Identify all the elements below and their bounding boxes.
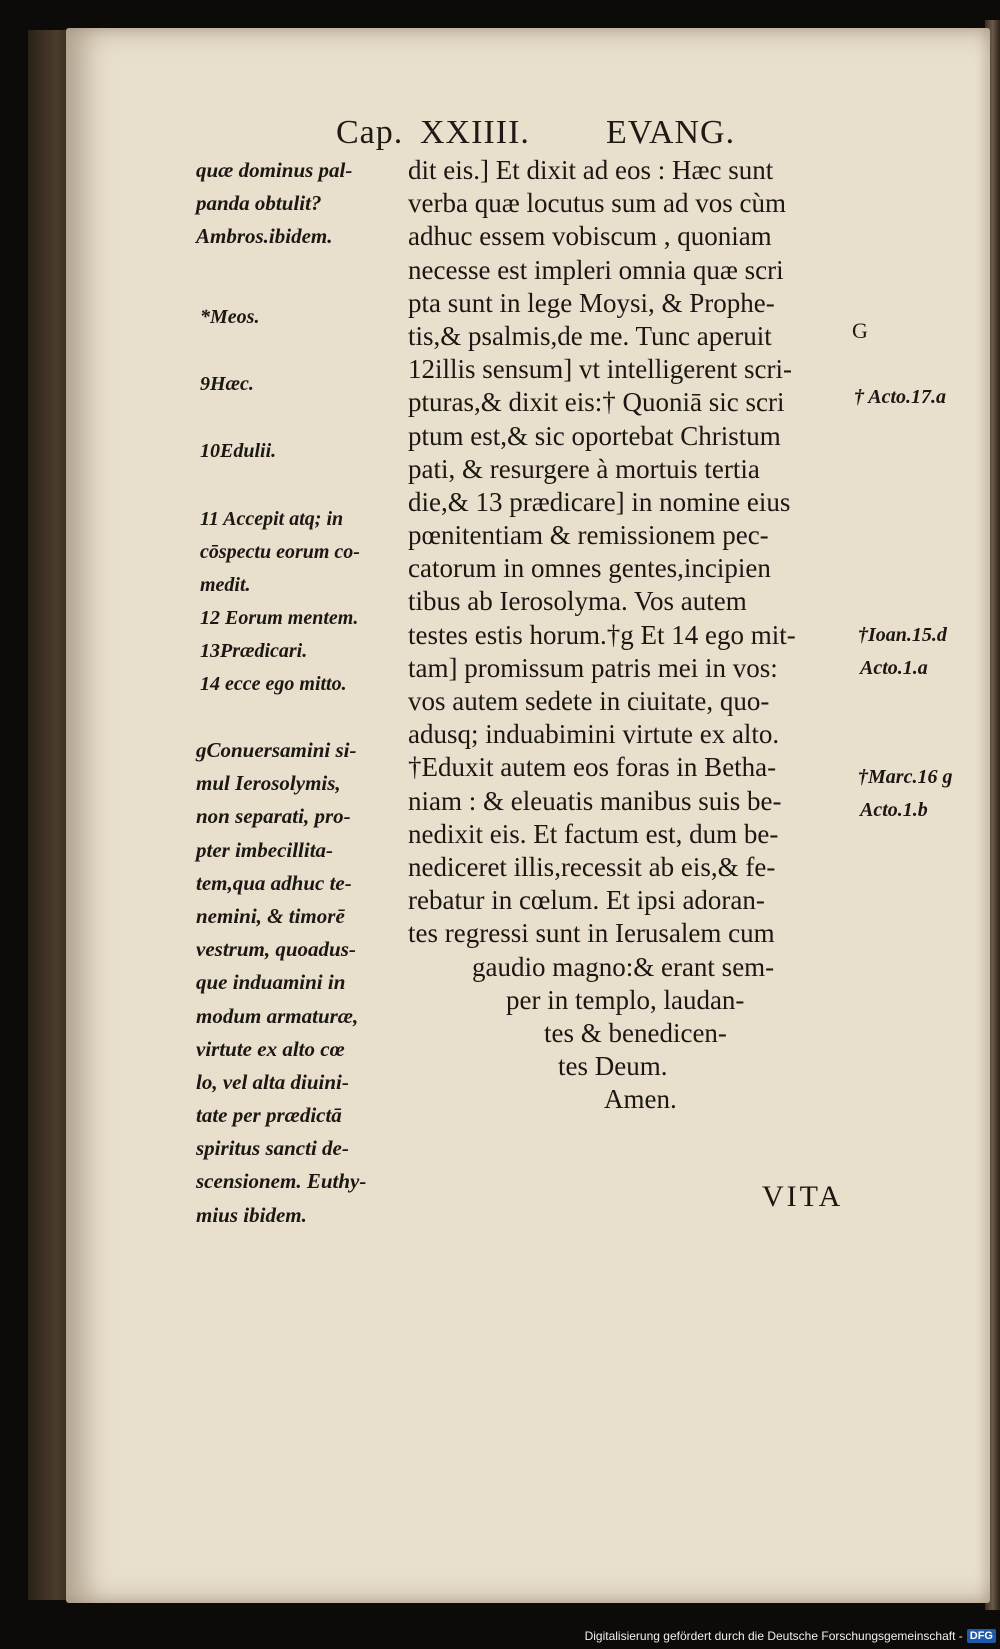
header-cap: Cap.	[336, 114, 404, 151]
text-line: pturas,& dixit eis:† Quoniā sic scri	[408, 387, 785, 418]
gloss-line: virtute ex alto cœ	[196, 1036, 345, 1061]
text-line: rebatur in cœlum. Et ipsi adoran-	[408, 885, 765, 916]
text-line: †Eduxit autem eos foras in Betha-	[408, 752, 777, 783]
margin-ref-mark-16g: †Marc.16 g	[858, 766, 953, 788]
gloss-note-11: 11 Accepit atq; in	[200, 508, 344, 530]
gloss-line: non separati, pro-	[196, 804, 351, 829]
text-line: pta sunt in lege Moysi, & Prophe-	[408, 287, 775, 318]
gloss-line: panda obtulit?	[196, 191, 322, 216]
gloss-line: lo, vel alta diuini-	[196, 1069, 349, 1094]
header-chapter: XXIIII.	[420, 114, 530, 151]
text-line: dit eis.] Et dixit ad eos : Hæc sunt	[408, 155, 774, 185]
closing-line: gaudio magno:& erant sem-	[472, 951, 775, 982]
text-line: 12illis sensum] vt intelligerent scri-	[408, 354, 792, 385]
gloss-line: spiritus sancti de-	[196, 1136, 349, 1161]
main-text-column	[408, 154, 858, 1116]
gloss-line: quæ dominus pal-	[196, 158, 353, 182]
header-running-title: EVANG.	[606, 114, 736, 151]
closing-line: tes Deum.	[558, 1051, 668, 1082]
text-line: verba quæ locutus sum ad vos cùm	[408, 188, 786, 219]
gloss-bottom	[196, 734, 436, 1232]
gloss-line: tate per prædictā	[196, 1103, 342, 1128]
gloss-note-10: 10Edulii.	[200, 440, 277, 462]
text-line: tam] promissum patris mei in vos:	[408, 652, 778, 683]
text-line: nediceret illis,recessit ab eis,& fe-	[408, 851, 776, 882]
closing-line: tes & benedicen-	[544, 1017, 727, 1048]
text-line: adusq; induabimini virtute ex alto.	[408, 719, 780, 750]
margin-ref-acts-17a: † Acto.17.a	[854, 386, 947, 408]
text-line: tes regressi sunt in Ierusalem cum	[408, 918, 775, 949]
gloss-note-14: 14 ecce ego mitto.	[200, 673, 347, 695]
gloss-line: nemini, & timorē	[196, 903, 345, 928]
text-line: testes estis horum.†g Et 14 ego mit-	[408, 619, 796, 650]
text-line: pati, & resurgere à mortuis tertia	[408, 453, 760, 484]
margin-ref-john-15d: †Ioan.15.d	[858, 624, 947, 646]
gloss-line: tem,qua adhuc te-	[196, 870, 352, 895]
dfg-logo: DFG	[967, 1629, 996, 1643]
text-line: necesse est impleri omnia quæ scri	[408, 254, 784, 285]
text-line: niam : & eleuatis manibus suis be-	[408, 785, 782, 816]
text-line: adhuc essem vobiscum , quoniam	[408, 221, 772, 252]
gloss-line: Ambros.ibidem.	[196, 224, 333, 249]
gloss-line: vestrum, quoadus-	[196, 937, 356, 962]
gloss-line: scensionem. Euthy-	[196, 1169, 367, 1194]
text-line: pœnitentiam & remissionem pec-	[408, 520, 769, 551]
gloss-note-11-end: medit.	[200, 574, 251, 596]
text-line: tibus ab Ierosolyma. Vos autem	[408, 586, 747, 617]
text-line: catorum in omnes gentes,incipien	[408, 553, 771, 584]
text-line: tis,& psalmis,de me. Tunc aperuit	[408, 320, 772, 351]
margin-ref-acts-1b: Acto.1.b	[860, 799, 928, 821]
section-letter-g: G	[852, 318, 868, 343]
gloss-line: pter imbecillita-	[196, 837, 334, 862]
credit-text: Digitalisierung gefördert durch die Deutsche Forschungsgemeinschaft -	[584, 1629, 963, 1643]
gloss-note-12: 12 Eorum mentem.	[200, 607, 359, 629]
gloss-line: gConuersamini si-	[196, 738, 357, 762]
gloss-top	[196, 154, 436, 254]
catchword: VITA	[762, 1180, 844, 1213]
text-line: ptum est,& sic oportebat Christum	[408, 420, 781, 451]
gloss-note-9: 9Hæc.	[200, 373, 254, 395]
gloss-line: mius ibidem.	[196, 1202, 307, 1227]
gloss-note-13: 13Prædicari.	[200, 640, 308, 662]
margin-ref-acts-1a: Acto.1.a	[860, 657, 928, 679]
gloss-line: que induamini in	[196, 970, 346, 995]
gloss-line: mul Ierosolymis,	[196, 771, 341, 796]
closing-line: Amen.	[604, 1084, 677, 1115]
gloss-note-8: *Meos.	[200, 306, 260, 328]
closing-line: per in templo, laudan-	[506, 984, 745, 1015]
gloss-note-11-cont: cōspectu eorum co-	[200, 541, 360, 563]
text-line: vos autem sedete in ciuitate, quo-	[408, 686, 770, 716]
text-line: nedixit eis. Et factum est, dum be-	[408, 818, 779, 849]
gloss-line: modum armaturæ,	[196, 1003, 359, 1028]
text-line: die,& 13 prædicare] in nomine eius	[408, 486, 791, 517]
digitization-credit	[585, 1626, 996, 1646]
